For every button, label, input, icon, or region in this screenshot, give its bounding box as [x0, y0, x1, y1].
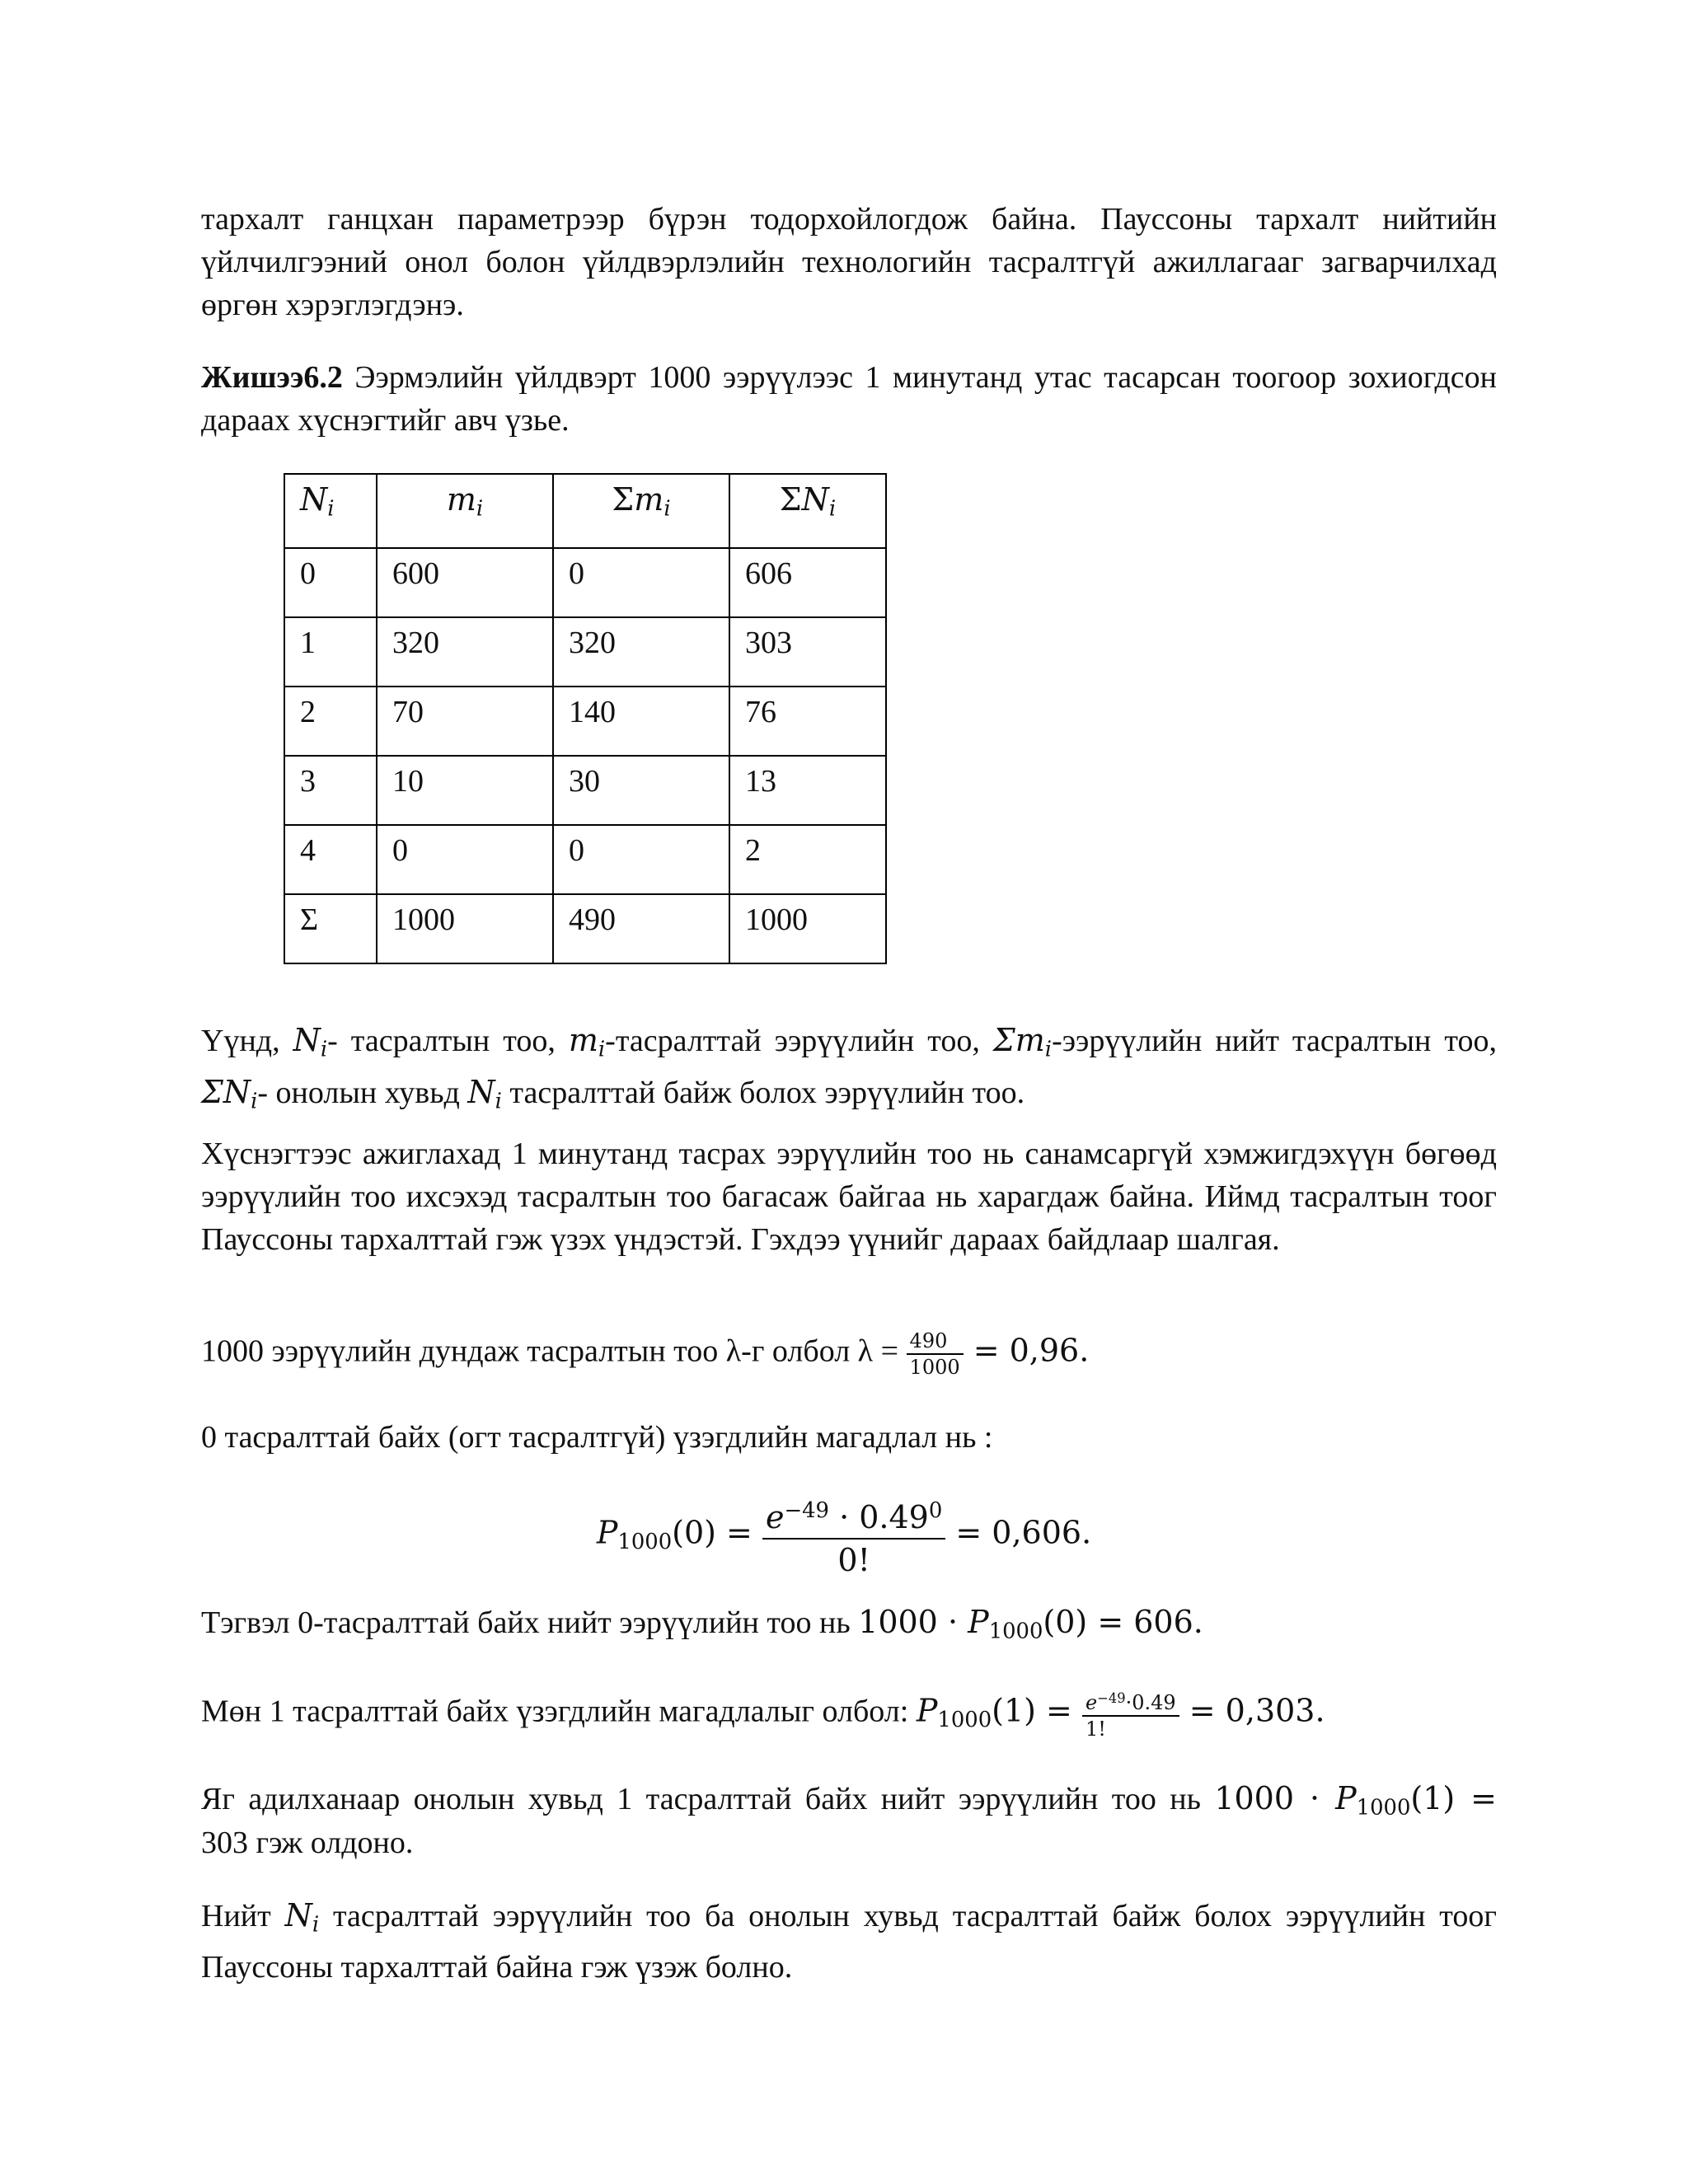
table-cell: 0 [284, 548, 377, 617]
table-cell: 10 [377, 756, 553, 825]
header-sum-ni-sigma: Σ [779, 481, 802, 518]
table-cell: 606 [729, 548, 886, 617]
lambda-denominator: 1000 [909, 1356, 960, 1379]
total1-line2: 303 гэж олдоно. [201, 1825, 414, 1860]
table-row [284, 687, 886, 756]
p1-numerator [1082, 1686, 1179, 1717]
p1-lhs-arg: (1) = [992, 1692, 1082, 1729]
total1-expr-a: 1000 · [1214, 1780, 1336, 1816]
legend-text: - онолын хувьд [257, 1076, 468, 1111]
conclusion-text: тасралттай ээрүүлийн тоо ба онолын хувьд тасралттай байж болох ээрүүлийн тоог Пауссоны тархалттай байна гэж үзэж болно. [201, 1899, 1497, 1985]
lambda-fraction [907, 1329, 964, 1380]
table-cell: 0 [553, 548, 729, 617]
legend-text: - тасралтын тоо, [327, 1024, 569, 1058]
header-sum-mi [553, 474, 729, 548]
legend-var: Σm [992, 1022, 1045, 1058]
observation-paragraph: Хүснэгтээс ажиглахад 1 минутанд тасрах ээрүүлийн тоо нь санамсаргүй хэмжигдэхүүн бөгөөд ээрүүлийн тоо ихсэхэд тасралтын тоо багасаж байгаа нь харагдаж байна. Иймд тасралтын тоог Пауссоны тархалттай гэж үзэх үндэстэй. Гэхдээ үүнийг дараах байдлаар шалгая. [201, 1137, 1497, 1257]
total1-expr-b: (1) = [1410, 1780, 1498, 1816]
eq-p0-num-base: e [765, 1498, 785, 1535]
table-cell: 4 [284, 825, 377, 894]
table-cell: 2 [729, 825, 886, 894]
header-ni [284, 474, 377, 548]
total0-expr-b: (0) = 606. [1043, 1604, 1203, 1640]
table-cell: 140 [553, 687, 729, 756]
breaks-table [284, 473, 887, 964]
legend-var-mi [568, 1022, 606, 1062]
legend-sub: i [320, 1037, 328, 1062]
legend-var-sum-ni [201, 1074, 258, 1114]
legend-text: тасралттай байж болох ээрүүлийн тоо. [501, 1076, 1025, 1111]
eq-p0-num-exp: −49 [784, 1498, 829, 1523]
p1-text: Мөн 1 тасралттай байх үзэгдлийн магадлалыг олбол: [201, 1694, 917, 1729]
table-cell: 30 [553, 756, 729, 825]
header-sum-mi-var: $m_i$ [634, 481, 671, 522]
legend-sub: i [495, 1089, 502, 1114]
total0-expr-p: P [968, 1604, 989, 1640]
lambda-paragraph [201, 1329, 1497, 1380]
table-cell: 3 [284, 756, 377, 825]
total0-paragraph [201, 1601, 1497, 1652]
header-mi [377, 474, 553, 548]
legend-sub: i [251, 1089, 258, 1114]
table-cell: Σ [284, 894, 377, 963]
table-row [284, 617, 886, 687]
legend-var-ni-2 [467, 1074, 502, 1114]
header-mi-var: $m_i$ [446, 481, 484, 522]
table-cell: 303 [729, 617, 886, 687]
legend-var-ni [293, 1022, 328, 1062]
p1-lhs: P [916, 1692, 938, 1729]
conclusion-var-sub: i [312, 1912, 320, 1938]
legend-var: ΣN [201, 1074, 251, 1111]
legend-var-sum-mi [992, 1022, 1053, 1062]
p1-num-rest: ·0.49 [1125, 1691, 1176, 1715]
table-cell: 70 [377, 687, 553, 756]
eq-p0-lhs-sub: 1000 [617, 1529, 673, 1554]
conclusion-text: Нийт [201, 1899, 285, 1933]
eq-p0-numerator [762, 1490, 945, 1540]
header-sum-mi-sigma: Σ [612, 481, 635, 518]
table-row [284, 894, 886, 963]
table-cell: 320 [377, 617, 553, 687]
legend-paragraph [201, 1019, 1497, 1123]
eq-p0-num-exp2: 0 [928, 1498, 943, 1523]
p1-denominator: 1! [1085, 1718, 1106, 1741]
eq-p0-rhs: = 0,606. [945, 1514, 1092, 1551]
p1-paragraph [201, 1686, 1497, 1741]
table-cell: 1 [284, 617, 377, 687]
p1-num-base: e [1085, 1691, 1098, 1715]
table-row [284, 548, 886, 617]
intro-paragraph: тархалт ганцхан параметрээр бүрэн тодорхойлогдож байна. Пауссоны тархалт нийтийн үйлчилгээний онол болон үйлдвэрлэлийн технологийн тасралтгүй ажиллагааг загварчилхад өргөн хэрэглэгдэнэ. [201, 202, 1497, 322]
equation-p0 [0, 1490, 1688, 1581]
conclusion-var [284, 1897, 320, 1938]
example-label: Жишээ6.2 [201, 360, 343, 395]
table-cell: 320 [553, 617, 729, 687]
legend-var: N [467, 1074, 495, 1111]
p0-intro: 0 тасралттай байх (огт тасралтгүй) үзэгдлийн магадлал нь : [201, 1420, 993, 1455]
table-cell: 490 [553, 894, 729, 963]
total0-text: Тэгвэл 0-тасралттай байх нийт ээрүүлийн тоо нь [201, 1605, 859, 1640]
total0-expr-a: 1000 · [858, 1604, 968, 1640]
table-cell: 0 [553, 825, 729, 894]
lambda-text: 1000 ээрүүлийн дундаж тасралтын тоо λ-г олбол λ = [201, 1333, 907, 1369]
p1-num-exp: −49 [1097, 1690, 1126, 1706]
eq-p0-fraction [762, 1490, 945, 1581]
legend-sub: i [598, 1037, 606, 1062]
conclusion-paragraph [201, 1894, 1497, 1989]
eq-p0-lhs: P [596, 1514, 618, 1551]
legend-text: Үүнд, [201, 1024, 293, 1058]
legend-sub: i [1044, 1037, 1053, 1062]
total1-text: Яг адилханаар онолын хувьд 1 тасралттай байх нийт ээрүүлийн тоо нь [201, 1782, 1215, 1816]
total1-expr-p: P [1335, 1780, 1357, 1816]
legend-text: -ээрүүлийн нийт тасралтын тоо, [1052, 1024, 1497, 1058]
table-cell: 0 [377, 825, 553, 894]
table-cell: 600 [377, 548, 553, 617]
eq-p0-denominator: 0! [837, 1541, 870, 1578]
p1-fraction [1082, 1686, 1179, 1741]
example-text: Ээрмэлийн үйлдвэрт 1000 ээрүүлээс 1 минутанд утас тасарсан тоогоор зохиогдсон дараах хүснэгтийг авч үзье. [201, 360, 1497, 438]
table-cell: 13 [729, 756, 886, 825]
p1-rhs: = 0,303. [1179, 1692, 1325, 1729]
legend-text: -тасралттай ээрүүлийн тоо, [605, 1024, 993, 1058]
legend-var: m [568, 1022, 598, 1058]
table-cell: 76 [729, 687, 886, 756]
total1-expr-sub: 1000 [1356, 1795, 1411, 1821]
conclusion-var-letter: N [284, 1897, 312, 1933]
header-ni-var: $N_i$ [300, 481, 335, 522]
table-cell: 1000 [729, 894, 886, 963]
p1-lhs-sub: 1000 [937, 1707, 992, 1732]
table-row [284, 756, 886, 825]
total0-expr-sub: 1000 [988, 1619, 1043, 1644]
table-header-row [284, 474, 886, 548]
header-sum-ni-var: $N_i$ [801, 481, 837, 522]
table-row [284, 825, 886, 894]
example-paragraph [201, 356, 1497, 442]
eq-p0-num-rest: · 0.49 [828, 1498, 929, 1535]
lambda-result: = 0,96. [963, 1332, 1090, 1369]
table-cell: 2 [284, 687, 377, 756]
table-cell: 1000 [377, 894, 553, 963]
lambda-numerator: 490 [907, 1329, 964, 1355]
legend-var: N [293, 1022, 321, 1058]
header-sum-ni [729, 474, 886, 548]
eq-p0-lhs-arg: (0) = [672, 1514, 762, 1551]
